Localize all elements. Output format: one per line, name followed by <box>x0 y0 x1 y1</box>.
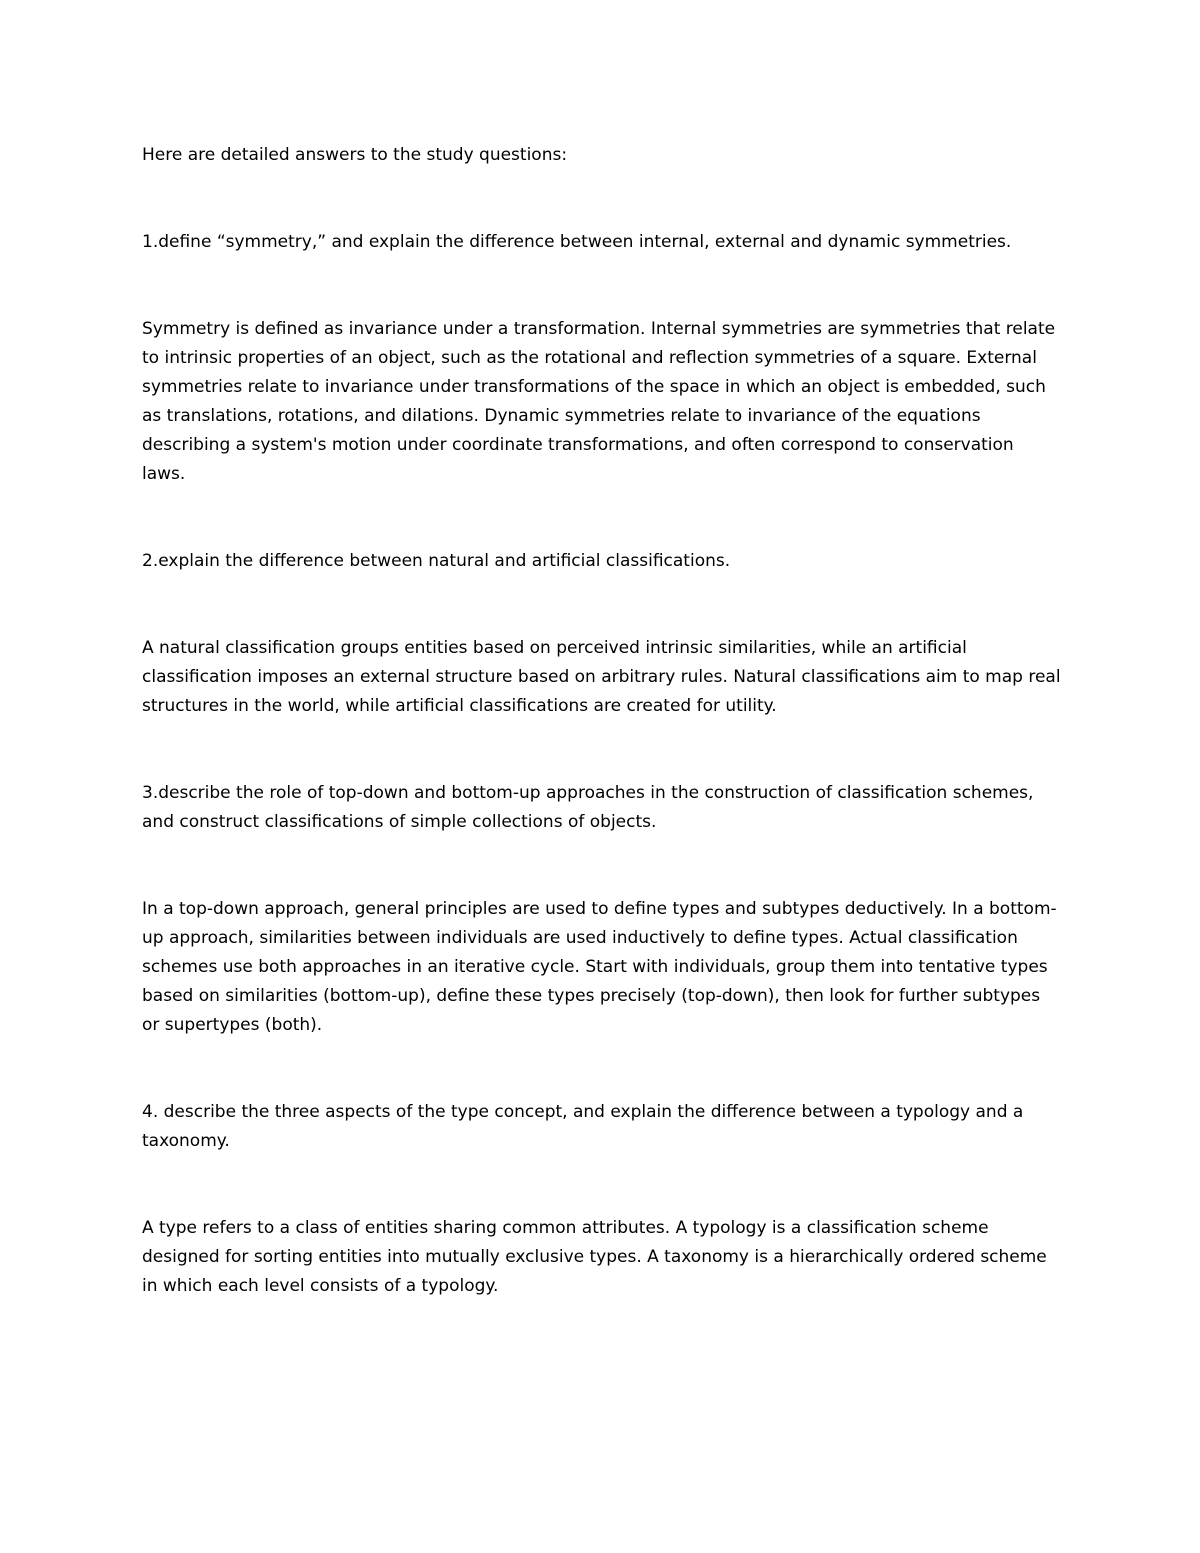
answer-4: A type refers to a class of entities sharing common attributes. A typology is a classification scheme designed for sorting entities into mutually exclusive types. A taxonomy is a hierarchically ordered scheme in which each level consists of a typology. <box>142 1218 1047 1296</box>
question-1: 1.define “symmetry,” and explain the difference between internal, external and dynamic symmetries. <box>142 232 1012 252</box>
answer-3: In a top-down approach, general principles are used to define types and subtypes deductively. In a bottom-up approach, similarities between individuals are used inductively to define types. Actual classification schemes use both approaches in an iterative cycle. Start with individuals, group them into tentative types based on similarities (bottom-up), define these types precisely (top-down), then look for further subtypes or supertypes (both). <box>142 899 1057 1035</box>
question-2: 2.explain the difference between natural and artificial classifications. <box>142 551 731 571</box>
intro-text: Here are detailed answers to the study questions: <box>142 145 568 165</box>
answer-2: A natural classification groups entities based on perceived intrinsic similarities, while an artificial classification imposes an external structure based on arbitrary rules. Natural classifications aim to map real structures in the world, while artificial classifications are created for utility. <box>142 638 1061 716</box>
question-3: 3.describe the role of top-down and bottom-up approaches in the construction of classification schemes, and construct classifications of simple collections of objects. <box>142 783 1034 832</box>
answer-1: Symmetry is defined as invariance under a transformation. Internal symmetries are symmetries that relate to intrinsic properties of an object, such as the rotational and reflection symmetries of a square. External symmetries relate to invariance under transformations of the space in which an object is embedded, such as translations, rotations, and dilations. Dynamic symmetries relate to invariance of the equations describing a system's motion under coordinate transformations, and often correspond to conservation laws. <box>142 319 1056 484</box>
document-body <box>142 141 1062 1301</box>
question-4: 4. describe the three aspects of the type concept, and explain the difference between a typology and a taxonomy. <box>142 1102 1024 1151</box>
